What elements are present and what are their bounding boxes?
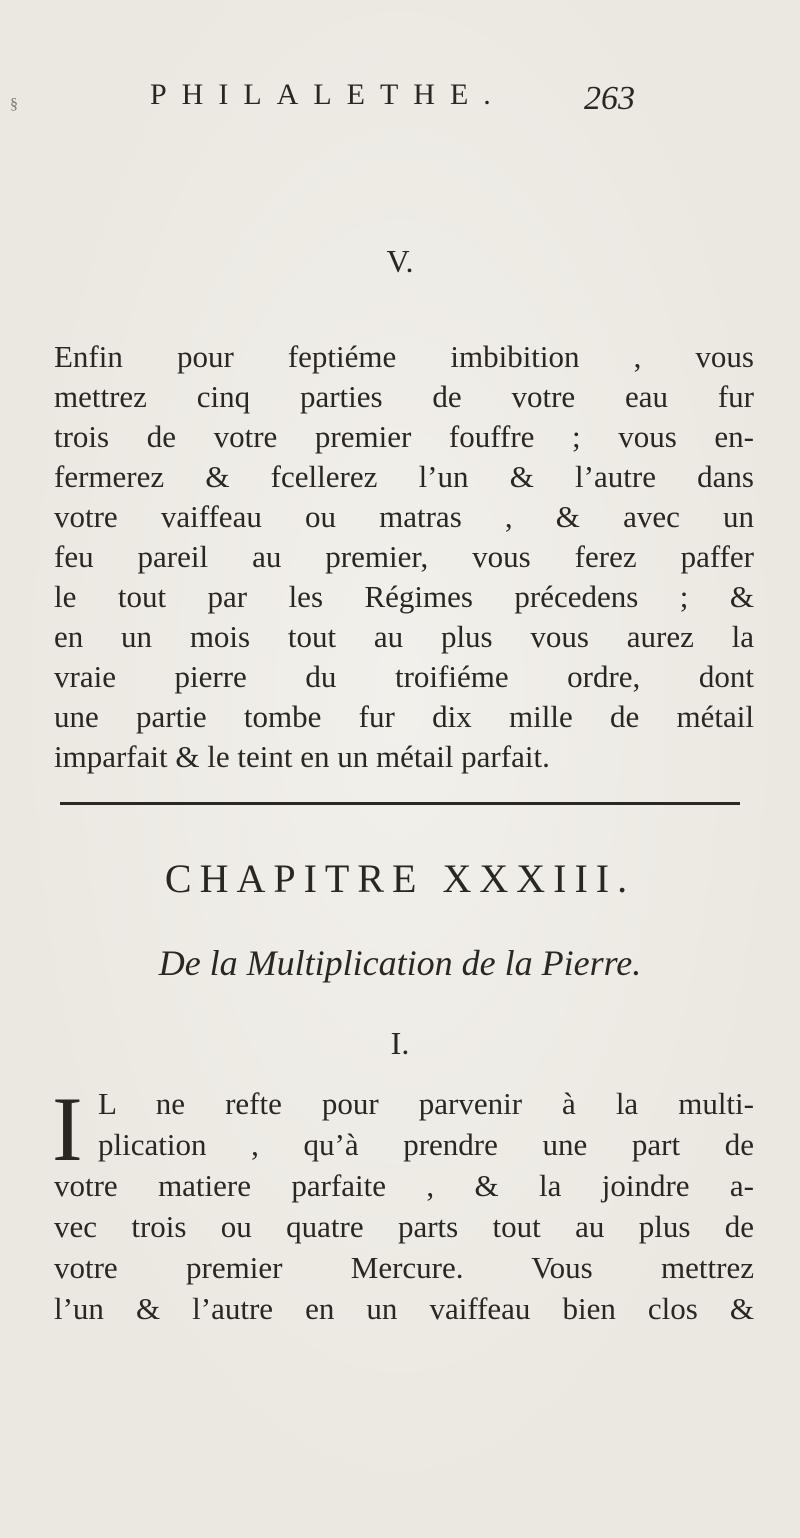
- text-line: Enfin pour feptiéme imbibition , vous: [54, 339, 754, 374]
- paragraph-section-i: [52, 1078, 754, 1329]
- text-line: imparfait & le teint en un métail parfait.: [54, 739, 550, 774]
- text-line: plication , qu’à prendre une part de: [98, 1127, 754, 1162]
- text-line: une partie tombe fur dix mille de métail: [54, 699, 754, 734]
- section-numeral-i: I.: [390, 1025, 410, 1061]
- text-line: mettrez cinq parties de votre eau fur: [54, 379, 754, 414]
- text-line: vec trois ou quatre parts tout au plus de: [54, 1209, 754, 1244]
- running-head: PHILALETHE.: [150, 78, 506, 111]
- page-number: 263: [584, 80, 635, 117]
- drop-cap: I: [52, 1078, 83, 1180]
- text-line: L ne refte pour parvenir à la multi-: [98, 1086, 754, 1121]
- text-line: le tout par les Régimes précedens ; &: [54, 579, 754, 614]
- text-line: votre premier Mercure. Vous mettrez: [54, 1250, 754, 1285]
- text-line: en un mois tout au plus vous aurez la: [54, 619, 754, 654]
- corner-mark: §: [10, 96, 18, 113]
- text-line: feu pareil au premier, vous ferez paffer: [54, 539, 754, 574]
- section-numeral-v: V.: [386, 243, 414, 279]
- chapter-subtitle: De la Multiplication de la Pierre.: [158, 943, 642, 983]
- text-line: votre vaiffeau ou matras , & avec un: [54, 499, 754, 534]
- text-line: l’un & l’autre en un vaiffeau bien clos &: [54, 1291, 754, 1326]
- text-line: trois de votre premier fouffre ; vous en-: [54, 419, 754, 454]
- text-line: fermerez & fcellerez l’un & l’autre dans: [54, 459, 754, 494]
- paragraph-section-v: [54, 337, 754, 777]
- text-line: votre matiere parfaite , & la joindre a-: [54, 1168, 754, 1203]
- chapter-divider-rule: [60, 802, 740, 805]
- text-line: vraie pierre du troifiéme ordre, dont: [54, 659, 754, 694]
- chapter-title: CHAPITRE XXXIII.: [164, 856, 636, 901]
